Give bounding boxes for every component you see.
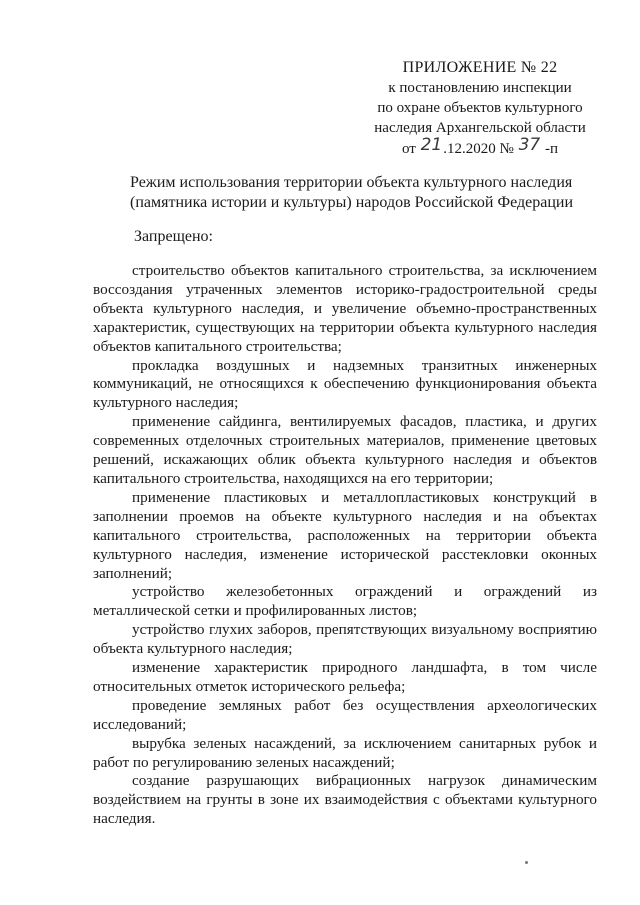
date-suffix: -п (544, 141, 558, 157)
restrictions-list (93, 262, 597, 829)
title-line-1: Режим использования территории объекта культурного наследия (130, 174, 573, 191)
list-item: проведение земляных работ без осуществления археологических исследований; (93, 696, 597, 733)
handwritten-day: 21 (420, 135, 443, 155)
list-item: прокладка воздушных и надземных транзитных инженерных коммуникаций, не относящихся к обеспечению функционирования объекта культурного наследия; (93, 356, 597, 412)
list-item: строительство объектов капитального строительства, за исключением воссоздания утраченных элементов историко-градостроительной среды объекта культурного наследия, и увеличение объемно-пространственных характеристик, существующих на территории объекта культурного наследия объектов капитального строительства; (93, 262, 597, 355)
list-item: применение пластиковых и металлопластиковых конструкций в заполнении проемов на объекте культурного наследия и на объектах капитального строительства, расположенных на территории объекта культурного наследия, изменение исторической расстекловки оконных заполнений; (93, 488, 597, 582)
list-item: изменение характеристик природного ландшафта, в том числе относительных отметок исторического рельефа; (93, 659, 597, 695)
appendix-line-1: к постановлению инспекции (388, 80, 572, 96)
date-prefix: от (402, 141, 416, 157)
appendix-date-line (360, 135, 600, 159)
list-item: создание разрушающих вибрационных нагрузок динамическим воздействием на грунты в зоне их взаимодействия с объектами культурного наследия. (93, 772, 597, 828)
list-item: применение сайдинга, вентилируемых фасадов, пластика, и других современных отделочных строительных материалов, применение цветовых решений, искажающих облик объекта культурного наследия и объектов капитального строительства, находящихся на его территории; (93, 413, 597, 487)
scan-speck (525, 861, 528, 864)
handwritten-number: 37 (518, 135, 541, 155)
forbidden-label: Запрещено: (134, 228, 213, 245)
appendix-header (360, 58, 600, 159)
appendix-line-2: по охране объектов культурного (377, 100, 583, 116)
date-middle: .12.2020 № (443, 141, 514, 157)
appendix-title: ПРИЛОЖЕНИЕ № 22 (402, 59, 558, 76)
title-line-2: (памятника истории и культуры) народов Российской Федерации (130, 194, 574, 211)
document-title (130, 173, 610, 213)
appendix-line-3: наследия Архангельской области (374, 120, 586, 136)
list-item: устройство железобетонных ограждений и ограждений из металлической сетки и профилированных листов; (93, 583, 597, 620)
list-item: устройство глухих заборов, препятствующих визуальному восприятию объекта культурного наследия; (93, 621, 597, 658)
list-item: вырубка зеленых насаждений, за исключением санитарных рубок и работ по регулированию зеленых насаждений; (93, 734, 597, 771)
